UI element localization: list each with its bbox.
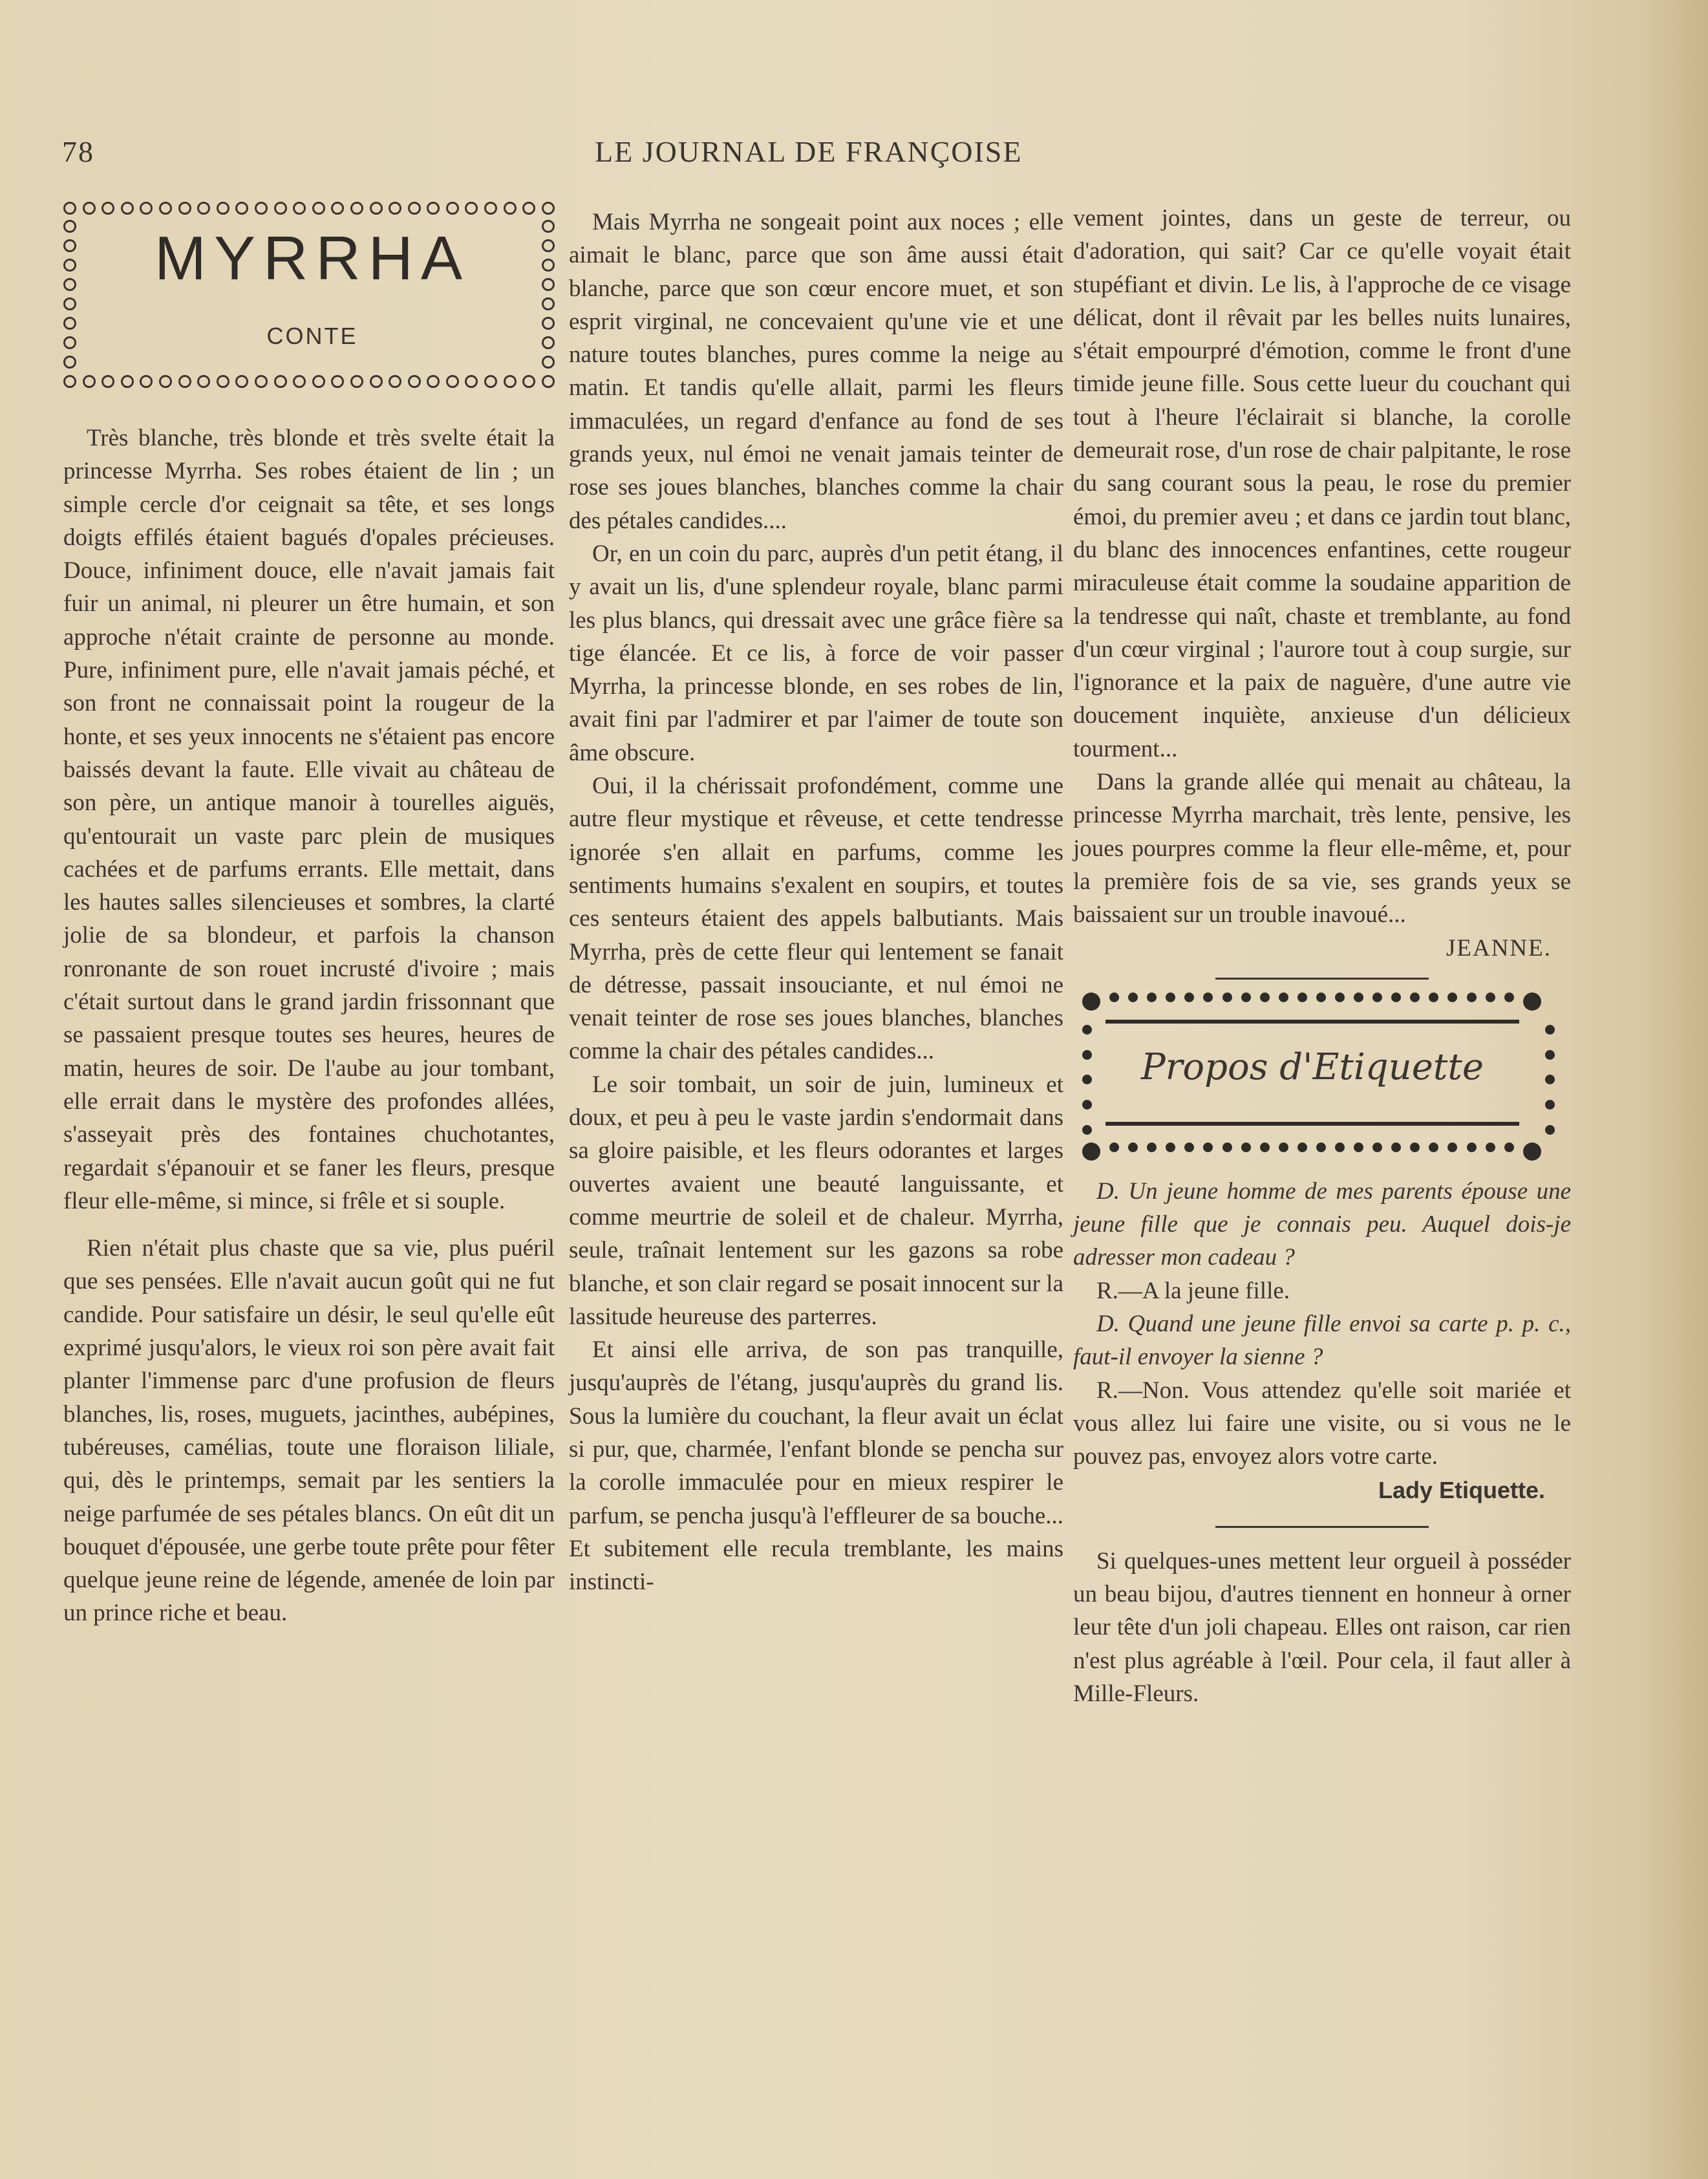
story-title: MYRRHA (154, 224, 470, 293)
propos-questions (1073, 1175, 1571, 1474)
story-paragraph: Or, en un coin du parc, auprès d'un petit étang, il y avait un lis, d'une splendeur royale, blanc parmi les plus blancs, qui dressait avec une grâce fière sa tige élancée. Et ce lis, à force de voir passer Myrrha, la princesse blonde, en ses robes de lin, avait fini par l'admirer et par l'aimer de toute son âme obscure. (569, 540, 1063, 766)
title-cartouche (63, 202, 555, 389)
story-paragraph: Le soir tombait, un soir de juin, lumineux et doux, et peu à peu le vaste jardin s'endormait dans sa gloire paisible, et les fleurs odorantes et larges ouvertes avaient une beauté languissante, et comme meurtrie de soleil et de chaleur. Myrrha, seule, traînait lentement sur les gazons sa robe blanche, et son clair regard se posait innocent sur la lassitude heureuse des parterres. (569, 1071, 1063, 1330)
story-subtitle: CONTE (266, 323, 358, 349)
dot-border-top (1082, 993, 1541, 1011)
propos-title-box (1073, 993, 1564, 1167)
dot-border-left (1082, 1025, 1092, 1135)
page-number: 78 (62, 135, 94, 168)
story-signature: JEANNE. (1446, 934, 1552, 961)
propos-signature: Lady Etiquette. (1378, 1476, 1545, 1503)
story-paragraph: Très blanche, très blonde et très svelte était la princesse Myrrha. Ses robes étaient de lin ; un simple cercle d'or ceignait sa tête, et ses longs doigts effilés étaient bagués d'opales précieuses. Douce, infiniment douce, elle n'avait jamais fait fuir un animal, ni pleurer un être humain, et son approche n'était crainte de personne au monde. Pure, infiniment pure, elle n'avait jamais péché, et son front ne connaissait point la rougeur de la honte, et ses yeux innocents ne s'étaient pas encore baissés devant la faute. Elle vivait au château de son père, un antique manoir à tourelles aiguës, qu'entourait un vaste parc plein de musiques cachées et de parfums errants. Elle mettait, dans les hautes salles silencieuses et sombres, la clarté jolie de sa blondeur, et parfois la chanson ronronante de son rouet incrusté d'ivoire ; mais c'était surtout dans le grand jardin frissonnant que se passaient presque toutes ses heures, heures de matin, heures de soir. De l'aube au jour tombant, elle errait dans le mystère des profondes allées, s'asseyait près des fontaines chuchotantes, regardait s'épanouir et se faner les fleurs, presque fleur elle-même, si mince, si frêle et si souple. (63, 425, 555, 1214)
question-2: D. Quand une jeune fille envoi sa carte p. p. c., faut-il envoyer la sienne ? (1073, 1311, 1571, 1371)
propos-title: Propos d'Etiquette (1140, 1046, 1484, 1088)
bead-border-right (542, 220, 555, 369)
bead-border-bottom (63, 375, 555, 388)
column-1-body (63, 422, 555, 1630)
answer-1: R.—A la jeune fille. (1096, 1277, 1290, 1304)
column-2 (569, 206, 1063, 1598)
dot-border-bottom (1082, 1143, 1541, 1161)
question-1: D. Un jeune homme de mes parents épouse une jeune fille que je connais peu. Auquel dois-je adresser mon cadeau ? (1073, 1177, 1571, 1271)
closing-paragraph: Si quelques-unes mettent leur orgueil à posséder un beau bijou, d'autres tiennent en honneur à orner leur tête d'un joli chapeau. Elles ont raison, car rien n'est plus agréable à l'œil. Pour cela, il faut aller à Mille-Fleurs. (1073, 1547, 1571, 1707)
bead-border-top (63, 202, 555, 215)
answer-2: R.—Non. Vous attendez qu'elle soit mariée et vous allez lui faire une visite, ou si vous ne le pouvez pas, envoyez alors votre carte. (1073, 1377, 1571, 1470)
story-paragraph: Oui, il la chérissait profondément, comme une autre fleur mystique et rêveuse, et cette tendresse ignorée s'en allait en parfums, comme les sentiments humains s'exalent en soupirs, et toutes ces senteurs étaient des appels balbutiants. Mais Myrrha, près de cette fleur qui lentement se fanait de détresse, passait insouciante, et nul émoi ne venait teinter de rose ses joues blanches, blanches comme la chair des pétales candides... (569, 773, 1063, 1065)
story-paragraph-continuation: vement jointes, dans un geste de terreur, ou d'adoration, qui sait? Car ce qu'elle voyait était stupéfiant et divin. Le lis, à l'approche de ce visage délicat, dont il rêvait par les belles nuits lunaires, s'était empourpré d'émotion, comme le front d'une timide jeune fille. Sous cette lueur du couchant qui tout à l'heure l'éclairait si blanche, la corolle demeurait rose, d'un rose de chair palpitante, le rose du sang courant sous la peau, le rose du premier émoi, du premier aveu ; et dans ce jardin tout blanc, du blanc des innocences enfantines, cette rougeur miraculeuse était comme la soudaine apparition de la tendresse qui naît, chaste et tremblante, au fond d'un cœur virginal ; l'aurore tout à coup surgie, sur l'ignorance et la paix de naguère, d'une autre vie doucement inquiète, anxieuse d'un délicieux tourment... (1073, 205, 1571, 762)
journal-title: LE JOURNAL DE FRANÇOISE (595, 135, 1023, 168)
column-3 (1073, 202, 1571, 1710)
story-paragraph: Dans la grande allée qui menait au château, la princesse Myrrha marchait, très lente, pensive, les joues pourpres comme la fleur elle-même, et, pour la première fois de sa vie, ses grands yeux se baissaient sur un trouble inavoué... (1073, 769, 1571, 928)
dot-border-right (1545, 1025, 1555, 1135)
story-paragraph: Rien n'était plus chaste que sa vie, plus puéril que ses pensées. Elle n'avait aucun goût qui ne fut candide. Pour satisfaire un désir, le seul qu'elle eût exprimé jusqu'alors, le vieux roi son père avait fait planter l'immense parc d'une profusion de fleurs blanches, lis, roses, muguets, jacinthes, aubépines, tubéreuses, camélias, toute une floraison liliale, qui, dès le printemps, semait par les sentiers la neige parfumée de ses pétales blancs. On eût dit un bouquet d'épousée, une gerbe toute prête pour fêter quelque jeune reine de légende, amenée de loin par un prince riche et beau. (63, 1235, 555, 1627)
story-paragraph: Mais Myrrha ne songeait point aux noces ; elle aimait le blanc, parce que son âme aussi était blanche, parce que son cœur encore muet, et son esprit virginal, ne concevaient qu'une vie et une nature toutes blanches, pures comme la neige au matin. Et tandis qu'elle allait, parmi les fleurs immaculées, un regard d'enfance au fond de ses grands yeux, nul émoi ne venait jamais teinter de rose ses joues blanches, blanches comme la chair des pétales candides.... (569, 209, 1063, 534)
divider-rule (1215, 1526, 1429, 1528)
story-paragraph-continued: Et ainsi elle arriva, de son pas tranquille, jusqu'auprès de l'étang, jusqu'auprès du grand lis. Sous la lumière du couchant, la fleur avait un éclat si pur, que, charmée, l'enfant blonde se pencha sur la corolle immaculée pour en mieux respirer le parfum, se pencha jusqu'à l'effleurer de sa bouche... Et subitement elle recula tremblante, les mains instincti- (569, 1336, 1063, 1596)
bead-border-left (63, 220, 76, 369)
divider-rule (1215, 978, 1429, 980)
